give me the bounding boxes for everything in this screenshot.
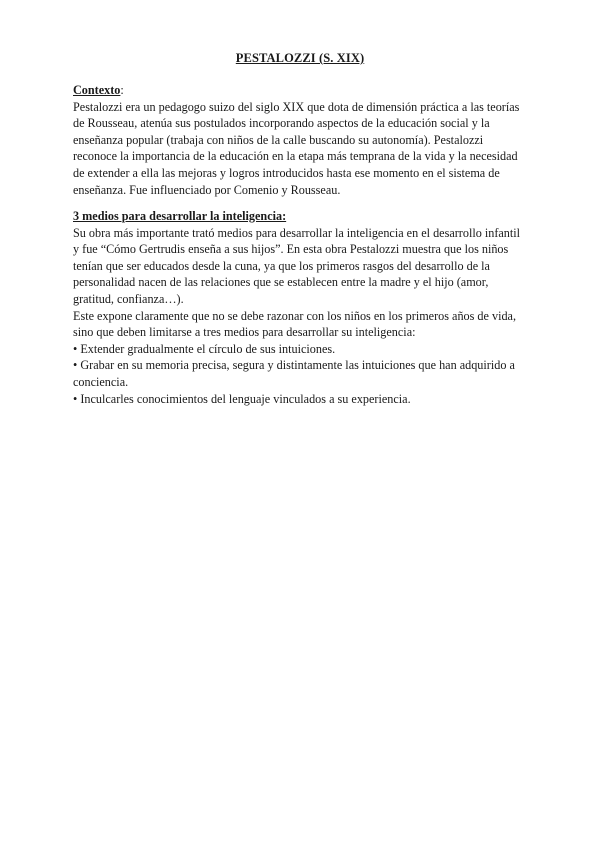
section-heading-line [73,82,529,99]
section-tres-medios [73,208,529,407]
bullet-item: • Extender gradualmente el círculo de sus intuiciones. [73,341,529,358]
heading-colon: : [120,83,124,97]
paragraph: Este expone claramente que no se debe razonar con los niños en los primeros años de vida, sino que deben limitarse a tres medios para desarrollar su inteligencia: [73,308,517,340]
section-heading-line [73,208,529,225]
bullet-item: • Inculcarles conocimientos del lenguaje vinculados a su experiencia. [73,391,529,408]
section-contexto [73,82,529,198]
paragraph: Su obra más importante trató medios para desarrollar la inteligencia en el desarrollo infantil y fue “Cómo Gertrudis enseña a sus hijos”. En esta obra Pestalozzi muestra que los niños tenían que ser educados desde la cuna, ya que los primeros rasgos del desarrollo de la personalidad nacen de las relaciones que se establecen entre la madre y el hijo (amor, gratitud, confianza…). [73,225,521,306]
section-heading: 3 medios para desarrollar la inteligencia: [73,209,287,223]
bullet-item: • Grabar en su memoria precisa, segura y distintamente las intuiciones que han adquirido a conciencia. [73,357,529,390]
section-heading: Contexto [73,83,121,97]
document-title: PESTALOZZI (S. XIX) [235,51,365,65]
paragraph: Pestalozzi era un pedagogo suizo del siglo XIX que dota de dimensión práctica a las teorías de Rousseau, atenúa sus postulados incorporando aspectos de la educación social y la enseñanza popular (trabaja con niños de la calle buscando su autonomía). Pestalozzi reconoce la importancia de la educación en la etapa más temprana de la vida y la necesidad de extender a ella las mejoras y logros introducidos hasta ese momento en el sistema de enseñanza. Fue influenciado por Comenio y Rousseau. [73,99,520,197]
